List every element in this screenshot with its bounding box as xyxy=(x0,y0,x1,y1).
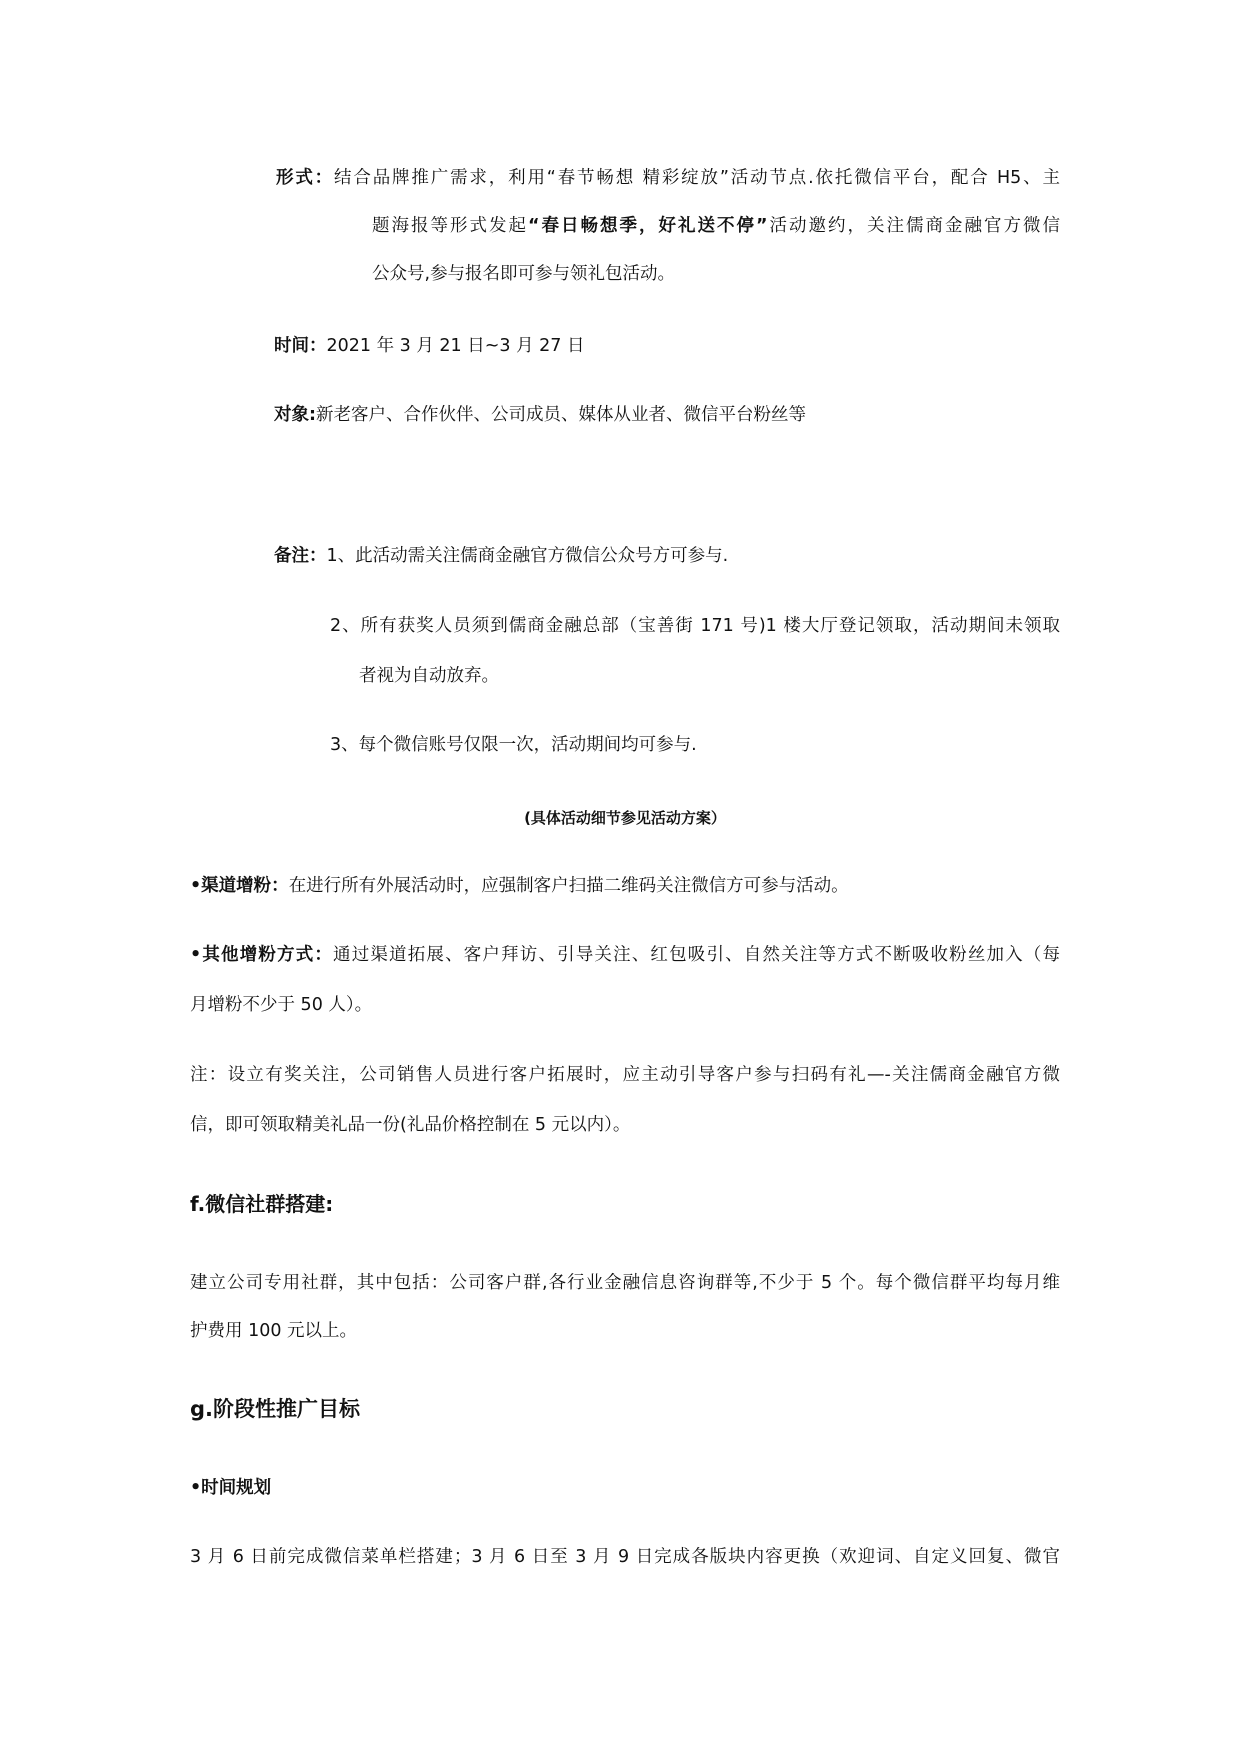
channel-growth-text: 在进行所有外展活动时，应强制客户扫描二维码关注微信方可参与活动。 xyxy=(288,876,849,896)
reward-note-text-2: 信，即可领取精美礼品一份(礼品价格控制在 5 元以内）。 xyxy=(190,1115,631,1135)
remark-3-text: 3、每个微信账号仅限一次，活动期间均可参与. xyxy=(330,735,697,755)
remark-1-text: 1、此活动需关注儒商金融官方微信公众号方可参与. xyxy=(326,546,729,566)
campaign-slogan: “春日畅想季，好礼送不停” xyxy=(528,216,768,236)
reward-note-line-1 xyxy=(190,1063,1060,1087)
channel-growth-line xyxy=(190,874,1060,898)
reward-note-text-1: 注：设立有奖关注，公司销售人员进行客户拓展时，应主动引导客户参与扫码有礼—-关注儒商金融官方微 xyxy=(190,1065,1060,1085)
time-plan-subheading: •时间规划 xyxy=(190,1478,272,1498)
other-growth-line-1 xyxy=(190,943,1060,967)
time-label: 时间： xyxy=(274,336,327,356)
channel-growth-label: •渠道增粉： xyxy=(190,876,289,896)
audience-label: 对象: xyxy=(274,405,316,425)
form-line-3 xyxy=(372,262,675,286)
remark-2-text-2: 者视为自动放弃。 xyxy=(359,666,499,686)
section-f-line-2 xyxy=(190,1319,1060,1343)
remarks-label: 备注： xyxy=(274,546,327,566)
detail-note: (具体活动细节参见活动方案） xyxy=(524,809,726,827)
section-f-line-1 xyxy=(190,1271,1060,1295)
form-label: 形式： xyxy=(276,168,335,188)
section-g-heading: g.阶段性推广目标 xyxy=(190,1397,361,1421)
section-f-text-2: 护费用 100 元以上。 xyxy=(190,1321,358,1341)
other-growth-text-1: 通过渠道拓展、客户拜访、引导关注、红包吸引、自然关注等方式不断吸收粉丝加入（每 xyxy=(333,945,1060,965)
form-text-1: 结合品牌推广需求，利用“春节畅想 精彩绽放”活动节点.依托微信平台，配合 H5、主 xyxy=(334,168,1060,188)
reward-note-line-2 xyxy=(190,1113,1060,1137)
remark-item-1 xyxy=(274,544,728,568)
form-text-2a: 题海报等形式发起 xyxy=(372,216,528,236)
form-text-3: 公众号,参与报名即可参与领礼包活动。 xyxy=(372,264,676,284)
time-value: 2021 年 3 月 21 日~3 月 27 日 xyxy=(326,336,585,356)
other-growth-line-2 xyxy=(190,993,1060,1017)
remark-item-2-cont xyxy=(359,664,499,688)
time-plan-line-1 xyxy=(190,1545,1060,1569)
form-line-2 xyxy=(372,214,1060,238)
section-f-heading: f.微信社群搭建: xyxy=(190,1192,334,1216)
other-growth-label: •其他增粉方式： xyxy=(190,945,334,965)
audience-value: 新老客户、合作伙伴、公司成员、媒体从业者、微信平台粉丝等 xyxy=(316,405,806,425)
other-growth-text-2: 月增粉不少于 50 人）。 xyxy=(190,995,373,1015)
audience-line xyxy=(274,403,806,427)
remark-item-2 xyxy=(330,614,1060,638)
remark-item-3 xyxy=(330,733,697,757)
remark-2-text-1: 2、所有获奖人员须到儒商金融总部（宝善街 171 号)1 楼大厅登记领取，活动期间未领取 xyxy=(330,616,1060,636)
section-f-text-1: 建立公司专用社群，其中包括：公司客户群,各行业金融信息咨询群等,不少于 5 个。每个微信群平均每月维 xyxy=(190,1273,1060,1293)
time-line xyxy=(274,334,585,358)
form-line-1 xyxy=(276,166,1060,190)
time-plan-text-1: 3 月 6 日前完成微信菜单栏搭建；3 月 6 日至 3 月 9 日完成各版块内容更换（欢迎词、自定义回复、微官 xyxy=(190,1547,1060,1567)
form-text-2b: 活动邀约，关注儒商金融官方微信 xyxy=(767,216,1060,236)
